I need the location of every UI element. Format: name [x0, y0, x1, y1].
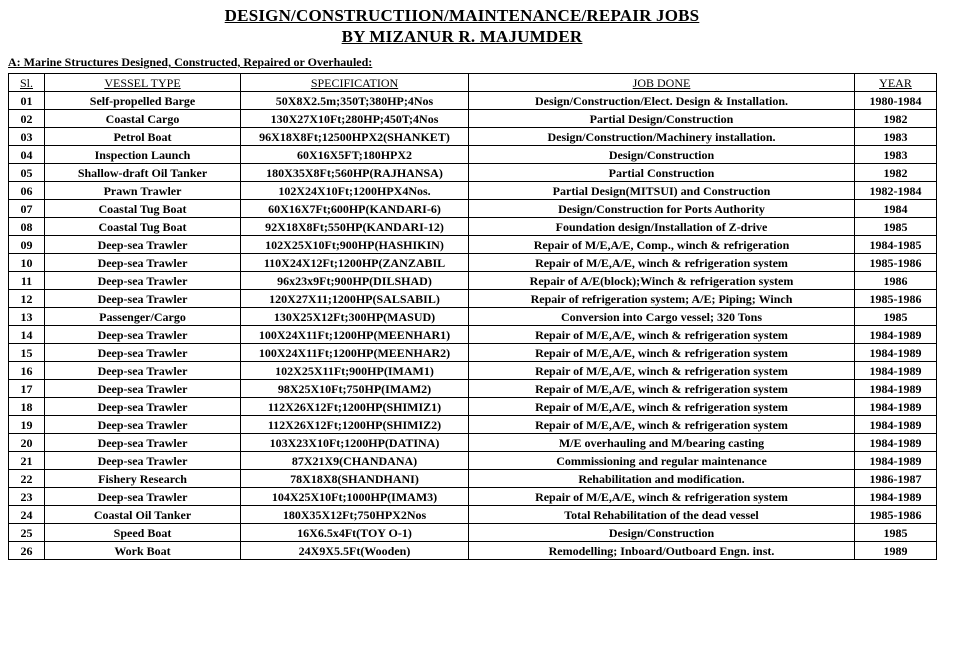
jobs-table [8, 73, 937, 560]
table-row [9, 524, 937, 542]
cell-vessel-type: Self-propelled Barge [45, 92, 241, 110]
cell-specification: 103X23X10Ft;1200HP(DATINA) [241, 434, 469, 452]
cell-vessel-type: Deep-sea Trawler [45, 344, 241, 362]
cell-sl: 20 [9, 434, 45, 452]
header-job-done: JOB DONE [469, 74, 855, 92]
cell-vessel-type: Deep-sea Trawler [45, 362, 241, 380]
cell-sl: 25 [9, 524, 45, 542]
cell-job-done: Conversion into Cargo vessel; 320 Tons [469, 308, 855, 326]
table-row [9, 398, 937, 416]
table-row [9, 452, 937, 470]
cell-year: 1980-1984 [855, 92, 937, 110]
cell-job-done: Total Rehabilitation of the dead vessel [469, 506, 855, 524]
cell-job-done: Foundation design/Installation of Z-drive [469, 218, 855, 236]
cell-year: 1983 [855, 128, 937, 146]
cell-sl: 11 [9, 272, 45, 290]
cell-year: 1982 [855, 110, 937, 128]
cell-specification: 110X24X12Ft;1200HP(ZANZABIL [241, 254, 469, 272]
cell-year: 1982 [855, 164, 937, 182]
cell-year: 1985-1986 [855, 254, 937, 272]
document-author: BY MIZANUR R. MAJUMDER [341, 27, 583, 46]
cell-sl: 15 [9, 344, 45, 362]
cell-year: 1984-1989 [855, 380, 937, 398]
cell-year: 1985 [855, 218, 937, 236]
cell-specification: 180X35X8Ft;560HP(RAJHANSA) [241, 164, 469, 182]
cell-sl: 22 [9, 470, 45, 488]
cell-year: 1984-1985 [855, 236, 937, 254]
cell-sl: 12 [9, 290, 45, 308]
table-row [9, 182, 937, 200]
cell-sl: 26 [9, 542, 45, 560]
cell-job-done: Repair of M/E,A/E, winch & refrigeration system [469, 416, 855, 434]
cell-job-done: Repair of M/E,A/E, winch & refrigeration system [469, 254, 855, 272]
cell-specification: 16X6.5x4Ft(TOY O-1) [241, 524, 469, 542]
cell-sl: 08 [9, 218, 45, 236]
cell-specification: 100X24X11Ft;1200HP(MEENHAR1) [241, 326, 469, 344]
cell-vessel-type: Deep-sea Trawler [45, 290, 241, 308]
cell-year: 1984-1989 [855, 362, 937, 380]
cell-specification: 120X27X11;1200HP(SALSABIL) [241, 290, 469, 308]
cell-sl: 02 [9, 110, 45, 128]
cell-job-done: Design/Construction/Machinery installation. [469, 128, 855, 146]
cell-specification: 130X25X12Ft;300HP(MASUD) [241, 308, 469, 326]
table-row [9, 272, 937, 290]
cell-specification: 98X25X10Ft;750HP(IMAM2) [241, 380, 469, 398]
cell-sl: 07 [9, 200, 45, 218]
table-row [9, 254, 937, 272]
table-row [9, 470, 937, 488]
table-row [9, 542, 937, 560]
cell-sl: 03 [9, 128, 45, 146]
table-row [9, 326, 937, 344]
table-row [9, 506, 937, 524]
cell-sl: 16 [9, 362, 45, 380]
cell-specification: 102X25X10Ft;900HP(HASHIKIN) [241, 236, 469, 254]
cell-sl: 23 [9, 488, 45, 506]
cell-sl: 19 [9, 416, 45, 434]
cell-year: 1984-1989 [855, 488, 937, 506]
cell-vessel-type: Coastal Tug Boat [45, 200, 241, 218]
cell-year: 1984-1989 [855, 434, 937, 452]
cell-sl: 09 [9, 236, 45, 254]
cell-vessel-type: Deep-sea Trawler [45, 326, 241, 344]
cell-job-done: Repair of M/E,A/E, winch & refrigeration system [469, 362, 855, 380]
cell-job-done: Repair of M/E,A/E, winch & refrigeration system [469, 398, 855, 416]
cell-sl: 01 [9, 92, 45, 110]
cell-vessel-type: Deep-sea Trawler [45, 272, 241, 290]
cell-year: 1984-1989 [855, 326, 937, 344]
cell-vessel-type: Coastal Oil Tanker [45, 506, 241, 524]
cell-specification: 100X24X11Ft;1200HP(MEENHAR2) [241, 344, 469, 362]
cell-job-done: Repair of A/E(block);Winch & refrigeration system [469, 272, 855, 290]
cell-job-done: Repair of M/E,A/E, winch & refrigeration system [469, 326, 855, 344]
table-row [9, 362, 937, 380]
cell-job-done: Design/Construction [469, 524, 855, 542]
table-row [9, 200, 937, 218]
cell-job-done: Repair of M/E,A/E, winch & refrigeration system [469, 380, 855, 398]
cell-year: 1985-1986 [855, 290, 937, 308]
table-row [9, 434, 937, 452]
table-row [9, 92, 937, 110]
cell-year: 1985-1986 [855, 506, 937, 524]
cell-sl: 24 [9, 506, 45, 524]
cell-year: 1986-1987 [855, 470, 937, 488]
cell-job-done: Rehabilitation and modification. [469, 470, 855, 488]
cell-specification: 60X16X5FT;180HPX2 [241, 146, 469, 164]
table-row [9, 128, 937, 146]
cell-job-done: Repair of M/E,A/E, winch & refrigeration system [469, 488, 855, 506]
cell-specification: 78X18X8(SHANDHANI) [241, 470, 469, 488]
header-vessel-type: VESSEL TYPE [45, 74, 241, 92]
cell-specification: 130X27X10Ft;280HP;450T;4Nos [241, 110, 469, 128]
cell-specification: 102X24X10Ft;1200HPX4Nos. [241, 182, 469, 200]
cell-job-done: Repair of M/E,A/E, winch & refrigeration system [469, 344, 855, 362]
table-row [9, 488, 937, 506]
cell-vessel-type: Fishery Research [45, 470, 241, 488]
cell-year: 1984-1989 [855, 416, 937, 434]
cell-job-done: Design/Construction/Elect. Design & Installation. [469, 92, 855, 110]
table-row [9, 164, 937, 182]
cell-specification: 180X35X12Ft;750HPX2Nos [241, 506, 469, 524]
cell-vessel-type: Deep-sea Trawler [45, 236, 241, 254]
cell-vessel-type: Deep-sea Trawler [45, 380, 241, 398]
table-row [9, 236, 937, 254]
cell-specification: 96x23x9Ft;900HP(DILSHAD) [241, 272, 469, 290]
table-row [9, 110, 937, 128]
cell-vessel-type: Shallow-draft Oil Tanker [45, 164, 241, 182]
cell-vessel-type: Deep-sea Trawler [45, 254, 241, 272]
cell-sl: 17 [9, 380, 45, 398]
cell-specification: 87X21X9(CHANDANA) [241, 452, 469, 470]
cell-vessel-type: Prawn Trawler [45, 182, 241, 200]
cell-sl: 14 [9, 326, 45, 344]
cell-job-done: Commissioning and regular maintenance [469, 452, 855, 470]
cell-sl: 10 [9, 254, 45, 272]
cell-specification: 96X18X8Ft;12500HPX2(SHANKET) [241, 128, 469, 146]
cell-vessel-type: Deep-sea Trawler [45, 416, 241, 434]
cell-sl: 21 [9, 452, 45, 470]
table-row [9, 344, 937, 362]
cell-vessel-type: Deep-sea Trawler [45, 434, 241, 452]
cell-job-done: Partial Design(MITSUI) and Construction [469, 182, 855, 200]
cell-sl: 04 [9, 146, 45, 164]
table-body [9, 92, 937, 560]
cell-job-done: Design/Construction for Ports Authority [469, 200, 855, 218]
cell-sl: 18 [9, 398, 45, 416]
cell-vessel-type: Work Boat [45, 542, 241, 560]
cell-vessel-type: Deep-sea Trawler [45, 488, 241, 506]
cell-vessel-type: Deep-sea Trawler [45, 452, 241, 470]
cell-specification: 104X25X10Ft;1000HP(IMAM3) [241, 488, 469, 506]
cell-year: 1985 [855, 524, 937, 542]
cell-year: 1984-1989 [855, 398, 937, 416]
cell-specification: 92X18X8Ft;550HP(KANDARI-12) [241, 218, 469, 236]
cell-vessel-type: Petrol Boat [45, 128, 241, 146]
cell-job-done: Partial Construction [469, 164, 855, 182]
cell-specification: 24X9X5.5Ft(Wooden) [241, 542, 469, 560]
cell-vessel-type: Coastal Tug Boat [45, 218, 241, 236]
cell-sl: 06 [9, 182, 45, 200]
cell-vessel-type: Inspection Launch [45, 146, 241, 164]
cell-job-done: M/E overhauling and M/bearing casting [469, 434, 855, 452]
cell-year: 1989 [855, 542, 937, 560]
cell-vessel-type: Deep-sea Trawler [45, 398, 241, 416]
cell-specification: 50X8X2.5m;350T;380HP;4Nos [241, 92, 469, 110]
table-row [9, 146, 937, 164]
cell-year: 1982-1984 [855, 182, 937, 200]
cell-year: 1983 [855, 146, 937, 164]
cell-year: 1984-1989 [855, 344, 937, 362]
header-sl: Sl. [9, 74, 45, 92]
cell-job-done: Design/Construction [469, 146, 855, 164]
cell-vessel-type: Speed Boat [45, 524, 241, 542]
cell-job-done: Repair of refrigeration system; A/E; Piping; Winch [469, 290, 855, 308]
table-row [9, 416, 937, 434]
cell-specification: 60X16X7Ft;600HP(KANDARI-6) [241, 200, 469, 218]
table-row [9, 308, 937, 326]
cell-year: 1985 [855, 308, 937, 326]
header-specification: SPECIFICATION [241, 74, 469, 92]
cell-sl: 13 [9, 308, 45, 326]
cell-specification: 112X26X12Ft;1200HP(SHIMIZ1) [241, 398, 469, 416]
table-header-row [9, 74, 937, 92]
cell-year: 1986 [855, 272, 937, 290]
document-title: DESIGN/CONSTRUCTIION/MAINTENANCE/REPAIR JOBS [224, 6, 700, 25]
table-row [9, 290, 937, 308]
cell-job-done: Partial Design/Construction [469, 110, 855, 128]
cell-job-done: Repair of M/E,A/E, Comp., winch & refrigeration [469, 236, 855, 254]
cell-sl: 05 [9, 164, 45, 182]
cell-year: 1984 [855, 200, 937, 218]
cell-vessel-type: Coastal Cargo [45, 110, 241, 128]
cell-specification: 102X25X11Ft;900HP(IMAM1) [241, 362, 469, 380]
cell-job-done: Remodelling; Inboard/Outboard Engn. inst. [469, 542, 855, 560]
cell-year: 1984-1989 [855, 452, 937, 470]
cell-vessel-type: Passenger/Cargo [45, 308, 241, 326]
header-year: YEAR [855, 74, 937, 92]
cell-specification: 112X26X12Ft;1200HP(SHIMIZ2) [241, 416, 469, 434]
table-row [9, 218, 937, 236]
section-heading: A: Marine Structures Designed, Constructed, Repaired or Overhauled: [8, 55, 373, 69]
table-row [9, 380, 937, 398]
